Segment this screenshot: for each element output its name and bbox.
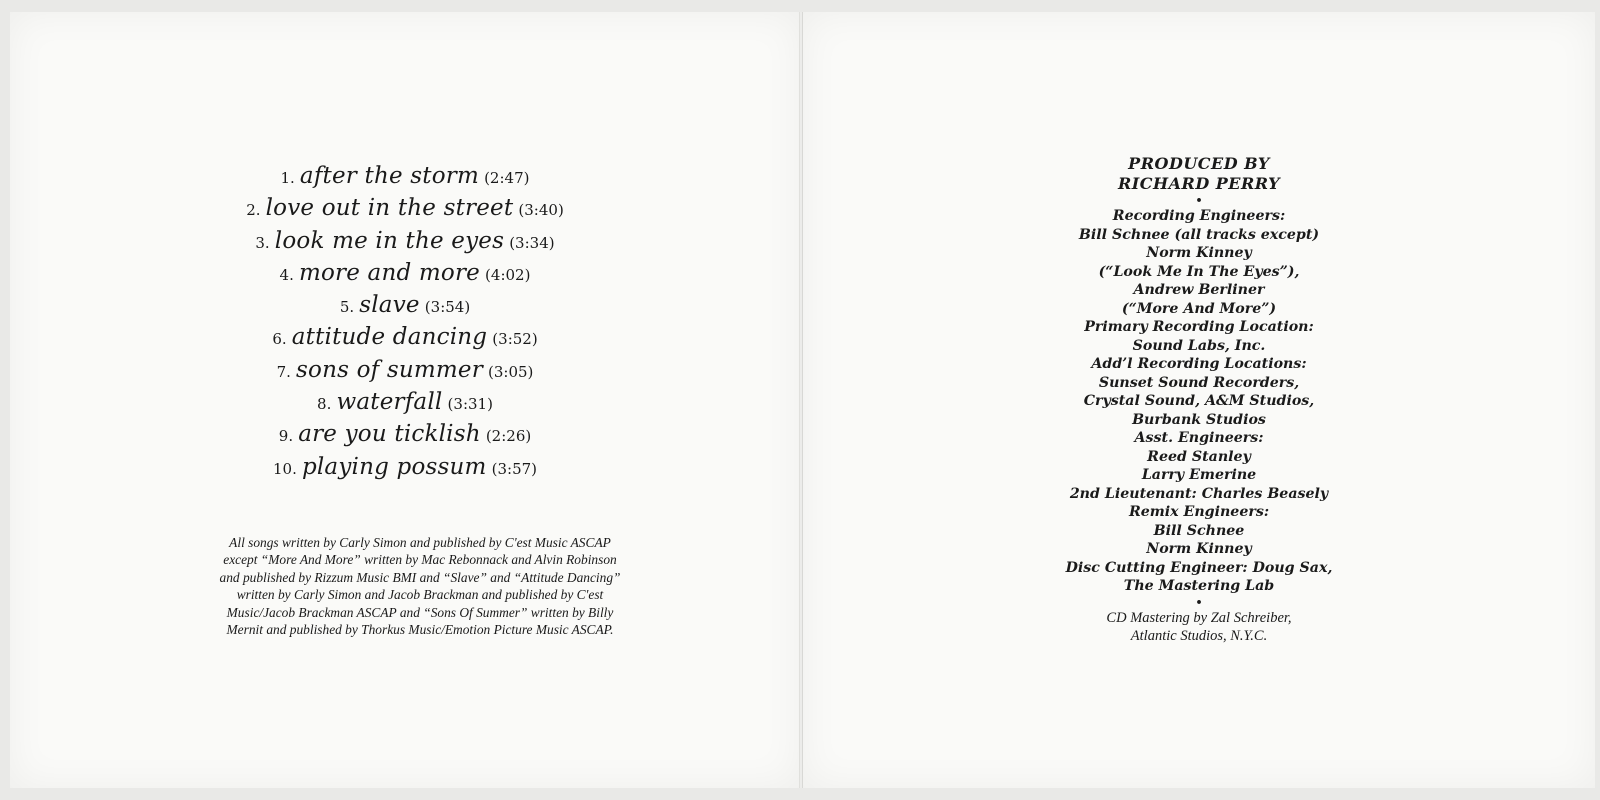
track-duration: (3:54) — [424, 298, 471, 317]
credit-line: Asst. Engineers: — [1134, 430, 1264, 446]
track-title: slave — [359, 292, 420, 319]
track-number: 2. — [246, 201, 261, 220]
publishing-credit-line: except “More And More” written by Mac Rebonnack and Alvin Robinson — [223, 552, 617, 568]
track-list — [10, 160, 800, 483]
track-title: are you ticklish — [298, 421, 481, 448]
track-title: more and more — [298, 259, 480, 286]
cd-mastering-line: Atlantic Studios, N.Y.C. — [1130, 627, 1268, 644]
track-title: waterfall — [336, 389, 443, 416]
track-item — [10, 354, 800, 386]
track-item — [10, 192, 800, 224]
credit-line: Add’l Recording Locations: — [1091, 356, 1307, 372]
credit-line: The Mastering Lab — [1123, 578, 1275, 594]
publishing-credit-line: Mernit and published by Thorkus Music/Emotion Picture Music ASCAP. — [226, 622, 614, 638]
publishing-credit-line: Music/Jacob Brackman ASCAP and “Sons Of Summer” written by Billy — [226, 604, 614, 620]
track-duration: (3:40) — [518, 201, 564, 220]
credit-line: Sound Labs, Inc. — [1132, 337, 1266, 354]
track-duration: (2:26) — [485, 427, 532, 446]
separator-bullet: • — [1195, 595, 1203, 609]
credit-line: (“Look Me In The Eyes”), — [1098, 263, 1300, 280]
credit-line: Reed Stanley — [1147, 448, 1251, 465]
publishing-credits — [140, 534, 700, 638]
credit-line: 2nd Lieutenant: Charles Beasely — [1069, 485, 1329, 502]
credit-line: Recording Engineers: — [1112, 208, 1286, 224]
track-title: after the storm — [299, 163, 479, 189]
track-number: 4. — [279, 265, 294, 284]
track-item — [10, 289, 800, 321]
credit-line: Remix Engineers: — [1128, 504, 1270, 520]
credit-line: Sunset Sound Recorders, — [1098, 374, 1300, 391]
producer-name: RICHARD PERRY — [1117, 174, 1281, 193]
track-item — [10, 160, 800, 192]
credit-line: (“More And More”) — [1121, 300, 1277, 317]
cd-mastering-line: CD Mastering by Zal Schreiber, — [1106, 609, 1292, 626]
right-page — [802, 12, 1595, 788]
publishing-credit-line: written by Carly Simon and Jacob Brackman and published by C'est — [236, 587, 604, 603]
credit-line: Norm Kinney — [1146, 245, 1252, 261]
track-number: 8. — [317, 395, 332, 414]
left-page — [10, 12, 801, 788]
track-item — [10, 451, 800, 483]
publishing-credit-line: and published by Rizzum Music BMI and “Slave” and “Attitude Dancing” — [219, 569, 621, 585]
track-item — [10, 418, 800, 450]
credit-line: Larry Emerine — [1141, 467, 1257, 483]
track-title: sons of summer — [296, 356, 483, 383]
credit-line: Bill Schnee — [1153, 522, 1245, 539]
track-number: 7. — [276, 362, 291, 381]
track-item — [10, 225, 800, 257]
track-duration: (3:34) — [509, 233, 555, 252]
credit-line: Disc Cutting Engineer: Doug Sax, — [1065, 559, 1333, 576]
credit-line: Crystal Sound, A&M Studios, — [1083, 393, 1315, 409]
track-title: attitude dancing — [291, 324, 488, 351]
track-number: 10. — [272, 459, 297, 478]
track-duration: (4:02) — [485, 265, 531, 284]
track-duration: (3:52) — [492, 330, 538, 349]
credit-line: Primary Recording Location: — [1084, 319, 1314, 335]
track-title: playing possum — [301, 453, 487, 480]
track-duration: (3:57) — [491, 459, 538, 478]
track-item — [10, 257, 800, 289]
credit-line: Norm Kinney — [1146, 541, 1252, 557]
credit-line: Bill Schnee (all tracks except) — [1078, 226, 1320, 243]
credit-line: Andrew Berliner — [1133, 282, 1265, 298]
track-number: 1. — [280, 169, 295, 187]
track-duration: (3:05) — [488, 362, 534, 381]
publishing-credit-line: All songs written by Carly Simon and published by C'est Music ASCAP — [229, 535, 611, 550]
track-number: 9. — [278, 427, 294, 446]
track-title: love out in the street — [265, 195, 514, 222]
production-credits — [803, 154, 1595, 645]
produced-by-heading: PRODUCED BY — [1128, 154, 1270, 173]
track-duration: (2:47) — [484, 169, 530, 187]
track-title: look me in the eyes — [274, 227, 505, 254]
credit-line: Burbank Studios — [1132, 411, 1266, 428]
track-number: 5. — [339, 298, 355, 317]
track-number: 3. — [255, 233, 270, 252]
track-duration: (3:31) — [447, 395, 493, 414]
track-item — [10, 321, 800, 353]
track-number: 6. — [272, 330, 287, 349]
track-item — [10, 386, 800, 418]
separator-bullet: • — [1195, 194, 1203, 207]
